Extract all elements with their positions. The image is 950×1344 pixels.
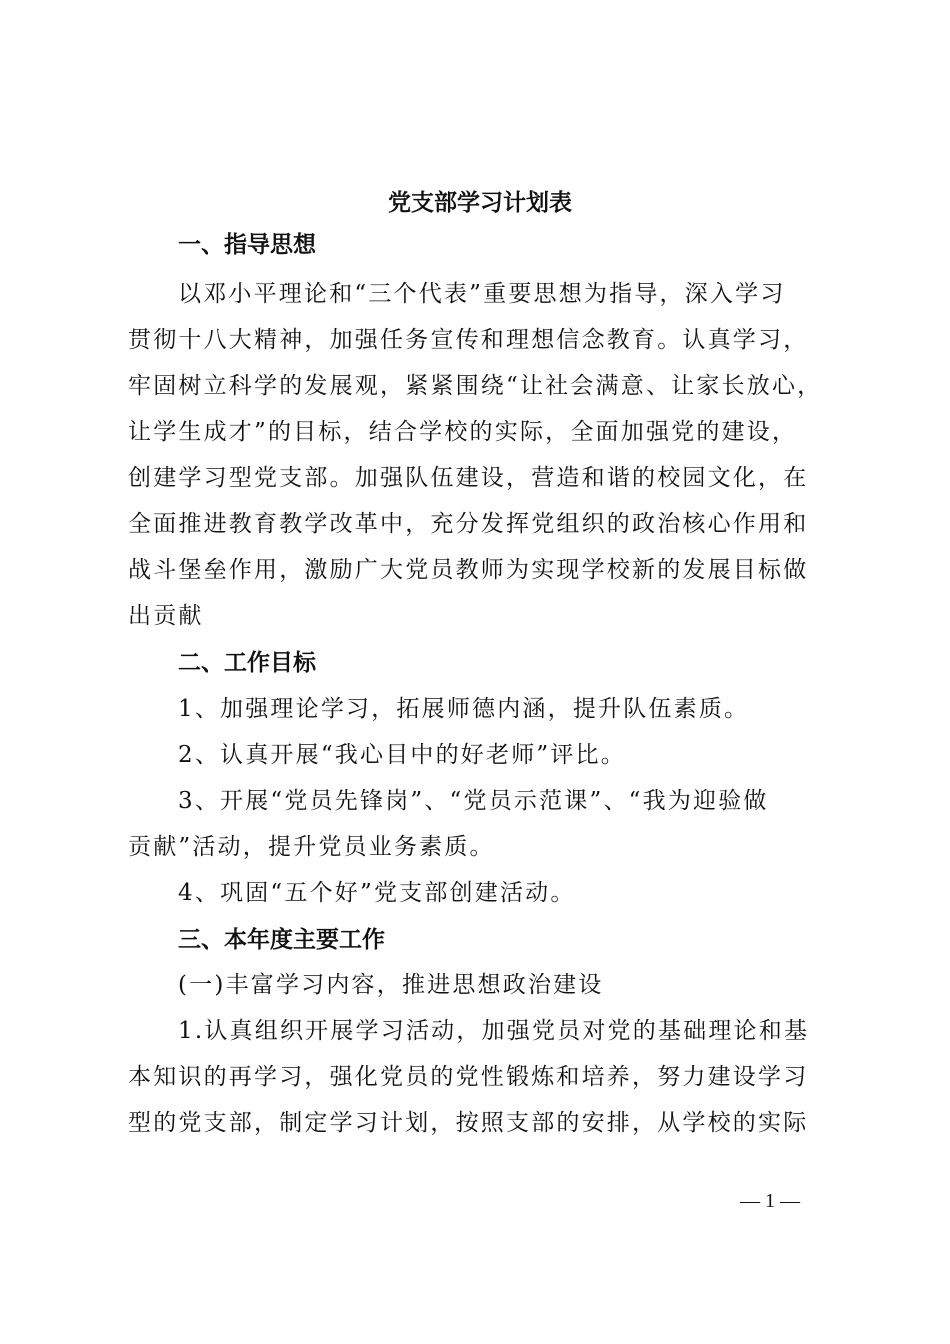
paragraph-line: 战斗堡垒作用，激励广大党员教师为实现学校新的发展目标做: [128, 557, 809, 583]
paragraph-line: 创建学习型党支部。加强队伍建设，营造和谐的校园文化，在: [128, 465, 809, 491]
goal-item-1: 1、加强理论学习，拓展师德内涵，提升队伍素质。: [178, 696, 750, 722]
paragraph-line: 型的党支部，制定学习计划，按照支部的安排，从学校的实际: [128, 1110, 809, 1136]
goal-item-4: 4、巩固“五个好”党支部创建活动。: [178, 880, 576, 906]
goal-item-2: 2、认真开展“我心目中的好老师”评比。: [178, 742, 626, 768]
paragraph-line: 让学生成才”的目标，结合学校的实际，全面加强党的建设，: [128, 419, 798, 445]
section-heading-annual-work: 三、本年度主要工作: [178, 927, 385, 953]
subsection-heading: (一)丰富学习内容，推进思想政治建设: [178, 972, 604, 998]
paragraph-line: 出贡献: [128, 603, 204, 629]
paragraph-line: 以邓小平理论和“三个代表”重要思想为指导，深入学习: [178, 281, 786, 307]
paragraph-line: 贯彻十八大精神，加强任务宣传和理想信念教育。认真学习，: [128, 327, 809, 353]
goal-item-3-cont: 贡献”活动，提升党员业务素质。: [128, 834, 495, 860]
goal-item-3: 3、开展“党员先锋岗”、“党员示范课”、“我为迎验做: [178, 788, 769, 814]
paragraph-line: 1.认真组织开展学习活动，加强党员对党的基础理论和基: [178, 1018, 810, 1044]
paragraph-line: 牢固树立科学的发展观，紧紧围绕“让社会满意、让家长放心，: [128, 373, 823, 399]
document-title: 党支部学习计划表: [388, 189, 572, 216]
section-heading-guiding-thought: 一、指导思想: [178, 232, 316, 258]
page-number: — 1 —: [740, 1190, 800, 1212]
paragraph-line: 全面推进教育教学改革中，充分发挥党组织的政治核心作用和: [128, 511, 809, 537]
section-heading-work-goals: 二、工作目标: [178, 650, 316, 676]
paragraph-line: 本知识的再学习，强化党员的党性锻炼和培养，努力建设学习: [128, 1064, 809, 1090]
